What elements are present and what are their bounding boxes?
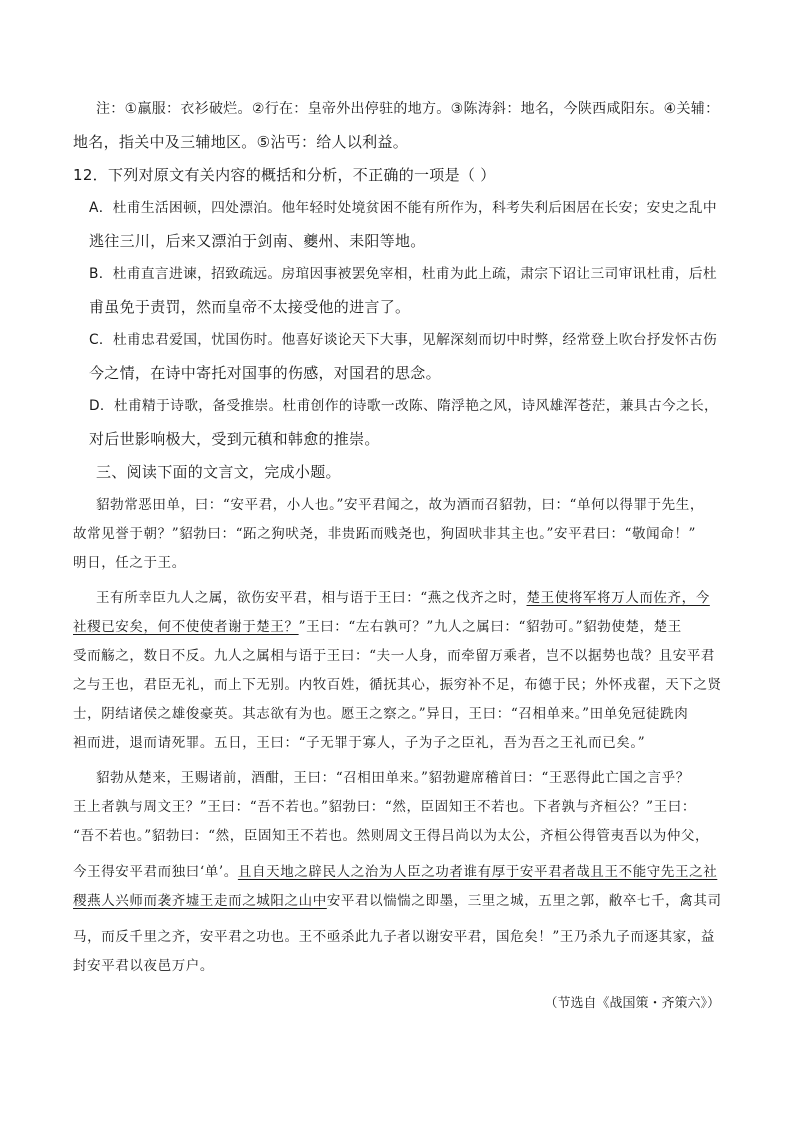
question-12-stem: 12．下列对原文有关内容的概括和分析，不正确的一项是（ ） <box>73 166 496 184</box>
option-d-line-1: D．杜甫精于诗歌，备受推崇。杜甫创作的诗歌一改陈、隋浮艳之风，诗风雄浑苍茫，兼具古今之长， <box>89 398 719 414</box>
passage-text: 王有所幸臣九人之属，欲伤安平君，相与语于王曰：“燕之伐齐之时， <box>96 590 527 606</box>
underlined-sentence: 楚王使将军将万人而佐齐，今 <box>526 590 710 606</box>
passage-p3-line-2: 王上者孰与周文王？”王曰：“吾不若也。”貂勃曰：“然，臣固知王不若也。下者孰与齐桓公？”王曰： <box>73 799 696 815</box>
notes-line-1: 注：①羸服：衣衫破烂。②行在：皇帝外出停驻的地方。③陈涛斜：地名，今陕西咸阳东。④关辅： <box>96 101 720 117</box>
passage-text: 今王得安平君而独曰‘单’。 <box>73 864 238 880</box>
option-c-line-2: 今之情，在诗中寄托对国事的伤感，对国君的思念。 <box>89 364 441 382</box>
passage-p3-line-4 <box>73 862 717 882</box>
option-d-line-2: 对后世影响极大，受到元稹和韩愈的推崇。 <box>89 430 380 448</box>
passage-p1-line-2: 故常见誉于朝？”貂勃曰：“跖之狗吠尧，非贵跖而贱尧也，狗固吠非其主也。”安平君曰：“敬闻命！” <box>73 526 696 542</box>
passage-p2-line-5: 士，阴结诸侯之雄俊豪英。其志欲有为也。愿王之察之。”异日，王曰：“召相单来。”田单免冠徒跣肉 <box>73 706 689 722</box>
passage-p2-line-2 <box>73 617 682 637</box>
passage-p2-line-1 <box>96 588 710 608</box>
underlined-sentence: 社稷已安矣，何不使使者谢于楚王？ <box>73 619 299 635</box>
passage-p2-line-6: 袒而进，退而请死罪。五日，王曰：“子无罪于寡人，子为子之臣礼，吾为吾之王礼而已矣。” <box>73 735 646 751</box>
passage-p3-line-1: 貂勃从楚来，王赐诸前，酒酣，王曰：“召相田单来。”貂勃避席稽首曰：“王恶得此亡国之言乎？ <box>96 770 690 786</box>
option-c-line-1: C．杜甫忠君爱国，忧国伤时。他喜好谈论天下大事，见解深刻而切中时弊，经常登上吹台抒发怀古伤 <box>89 332 718 348</box>
passage-p2-line-3: 受而觞之，数日不反。九人之属相与语于王曰：“夫一人身，而牵留万乘者，岂不以据势也哉？且安平君 <box>73 648 715 664</box>
passage-p3-line-7: 封安平君以夜邑万户。 <box>73 958 214 974</box>
passage-text: 安平君以惴惴之即墨，三里之城，五里之郭，敝卒七千，禽其司 <box>326 893 722 909</box>
option-a-line-1: A．杜甫生活困顿，四处漂泊。他年轻时处境贫困不能有所作为，科考失利后困居在长安；安史之乱中 <box>89 200 717 216</box>
source-attribution: （节选自《战国策・齐策六》） <box>544 996 720 1011</box>
passage-text: ”王曰：“左右孰可？”九人之属曰：“貂勃可。”貂勃使楚，楚王 <box>298 619 682 635</box>
option-b-line-1: B．杜甫直言进谏，招致疏远。房琯因事被罢免宰相，杜甫为此上疏，肃宗下诏让三司审讯杜甫，后杜 <box>89 266 717 282</box>
passage-p1-line-3: 明日，任之于王。 <box>73 555 186 571</box>
underlined-sentence: 且自天地之辟民人之治为人臣之功者谁有厚于安平君者哉且王不能守先王之社 <box>237 864 718 880</box>
passage-p3-line-6: 马，而反千里之齐，安平君之功也。王不亟杀此九子者以谢安平君，国危矣！”王乃杀九子而逐其家，益 <box>73 929 715 945</box>
passage-p2-line-4: 之与王也，君臣无礼，而上下无别。内牧百姓，循抚其心，振穷补不足，布德于民；外怀戎翟，天下之贤 <box>73 677 722 693</box>
passage-p3-line-5 <box>73 891 722 911</box>
passage-p1-line-1: 貂勃常恶田单，曰：“安平君，小人也。”安平君闻之，故为酒而召貂勃，曰：“单何以得罪于先生， <box>96 497 704 513</box>
underlined-sentence: 稷燕人兴师而袭齐墟王走而之城阳之山中 <box>73 893 327 909</box>
notes-line-2: 地名，指关中及三辅地区。⑤沾丐：给人以利益。 <box>73 133 409 151</box>
passage-p3-line-3: “吾不若也。”貂勃曰：“然，臣固知王不若也。然则周文王得吕尚以为太公，齐桓公得管夷吾以为仲父， <box>73 828 710 844</box>
section-3-heading: 三、阅读下面的文言文，完成小题。 <box>96 463 341 481</box>
option-a-line-2: 逃往三川，后来又漂泊于剑南、夔州、耒阳等地。 <box>89 232 426 250</box>
option-b-line-2: 甫虽免于责罚，然而皇帝不太接受他的进言了。 <box>89 298 411 316</box>
